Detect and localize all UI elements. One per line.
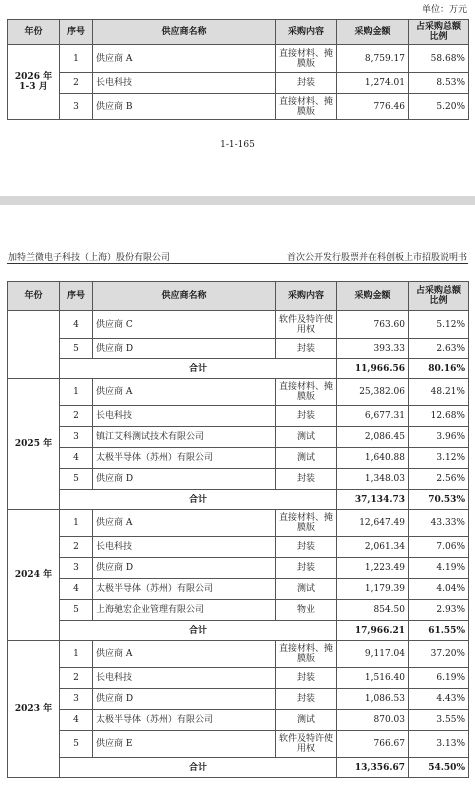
table-row bbox=[8, 558, 469, 579]
purchase-amount: 1,086.53 bbox=[337, 689, 409, 710]
purchase-amount: 6,677.31 bbox=[337, 406, 409, 427]
header-col-year: 年份 bbox=[8, 282, 60, 311]
supplier-name: 上海驰宏企业管理有限公司 bbox=[93, 600, 276, 621]
row-index: 3 bbox=[60, 558, 93, 579]
table-row bbox=[8, 510, 469, 537]
purchase-ratio: 37.20% bbox=[409, 641, 469, 668]
table-row bbox=[8, 406, 469, 427]
bottom-supplier-table bbox=[7, 281, 469, 778]
purchase-ratio: 4.04% bbox=[409, 579, 469, 600]
supplier-name: 长电科技 bbox=[93, 73, 276, 94]
purchase-ratio: 12.68% bbox=[409, 406, 469, 427]
header-col-index: 序号 bbox=[60, 282, 93, 311]
table-row bbox=[8, 311, 469, 339]
purchase-amount: 776.46 bbox=[337, 94, 409, 120]
purchase-content: 测试 bbox=[276, 579, 337, 600]
header-rule bbox=[7, 263, 468, 264]
purchase-ratio: 2.63% bbox=[409, 339, 469, 359]
year-cell-continued bbox=[8, 311, 60, 379]
total-amount: 37,134.73 bbox=[337, 490, 409, 510]
header-col-ratio: 占采购总额比例 bbox=[409, 282, 469, 311]
purchase-amount: 393.33 bbox=[337, 339, 409, 359]
row-index: 2 bbox=[60, 406, 93, 427]
header-col-amount: 采购金额 bbox=[337, 20, 409, 45]
header-col-index: 序号 bbox=[60, 20, 93, 45]
supplier-name: 供应商 A bbox=[93, 45, 276, 73]
row-index: 4 bbox=[60, 579, 93, 600]
year-cell: 2025 年 bbox=[8, 379, 60, 510]
purchase-content: 软件及特许使用权 bbox=[276, 311, 337, 339]
header-col-supplier: 供应商名称 bbox=[93, 282, 276, 311]
total-ratio: 70.53% bbox=[409, 490, 469, 510]
purchase-amount: 870.03 bbox=[337, 710, 409, 731]
purchase-content: 直接材料、掩膜版 bbox=[276, 94, 337, 120]
table-row bbox=[8, 379, 469, 406]
table-row bbox=[8, 710, 469, 731]
purchase-ratio: 5.12% bbox=[409, 311, 469, 339]
total-row bbox=[8, 490, 469, 510]
table-header-row bbox=[8, 282, 469, 311]
purchase-amount: 12,647.49 bbox=[337, 510, 409, 537]
purchase-ratio: 7.06% bbox=[409, 537, 469, 558]
purchase-content: 封装 bbox=[276, 73, 337, 94]
row-index: 3 bbox=[60, 689, 93, 710]
page-separator bbox=[0, 196, 475, 205]
purchase-content: 封装 bbox=[276, 339, 337, 359]
purchase-amount: 2,061.34 bbox=[337, 537, 409, 558]
table-row bbox=[8, 73, 469, 94]
total-amount: 17,966.21 bbox=[337, 621, 409, 641]
purchase-content: 封装 bbox=[276, 469, 337, 490]
table-row bbox=[8, 731, 469, 758]
supplier-name: 供应商 A bbox=[93, 379, 276, 406]
supplier-name: 长电科技 bbox=[93, 668, 276, 689]
purchase-amount: 1,348.03 bbox=[337, 469, 409, 490]
year-cell: 2024 年 bbox=[8, 510, 60, 641]
purchase-amount: 9,117.04 bbox=[337, 641, 409, 668]
row-index: 5 bbox=[60, 731, 93, 758]
total-label: 合计 bbox=[60, 621, 337, 641]
row-index: 5 bbox=[60, 339, 93, 359]
total-label: 合计 bbox=[60, 490, 337, 510]
year-cell: 2023 年 bbox=[8, 641, 60, 778]
purchase-ratio: 3.13% bbox=[409, 731, 469, 758]
purchase-content: 测试 bbox=[276, 710, 337, 731]
purchase-content: 测试 bbox=[276, 427, 337, 448]
purchase-ratio: 3.96% bbox=[409, 427, 469, 448]
purchase-ratio: 3.55% bbox=[409, 710, 469, 731]
row-index: 1 bbox=[60, 45, 93, 73]
table-row bbox=[8, 641, 469, 668]
purchase-ratio: 58.68% bbox=[409, 45, 469, 73]
purchase-ratio: 6.19% bbox=[409, 668, 469, 689]
total-label: 合计 bbox=[60, 758, 337, 778]
purchase-ratio: 43.33% bbox=[409, 510, 469, 537]
purchase-amount: 1,516.40 bbox=[337, 668, 409, 689]
purchase-amount: 1,640.88 bbox=[337, 448, 409, 469]
purchase-amount: 1,179.39 bbox=[337, 579, 409, 600]
purchase-ratio: 4.43% bbox=[409, 689, 469, 710]
row-index: 4 bbox=[60, 710, 93, 731]
purchase-amount: 2,086.45 bbox=[337, 427, 409, 448]
row-index: 1 bbox=[60, 379, 93, 406]
purchase-amount: 854.50 bbox=[337, 600, 409, 621]
purchase-amount: 763.60 bbox=[337, 311, 409, 339]
row-index: 3 bbox=[60, 94, 93, 120]
total-ratio: 54.50% bbox=[409, 758, 469, 778]
supplier-name: 供应商 D bbox=[93, 558, 276, 579]
purchase-content: 软件及特许使用权 bbox=[276, 731, 337, 758]
header-col-content: 采购内容 bbox=[276, 20, 337, 45]
total-ratio: 61.55% bbox=[409, 621, 469, 641]
supplier-name: 长电科技 bbox=[93, 406, 276, 427]
total-amount: 13,356.67 bbox=[337, 758, 409, 778]
row-index: 2 bbox=[60, 537, 93, 558]
purchase-content: 直接材料、掩膜版 bbox=[276, 641, 337, 668]
page-number: 1-1-165 bbox=[220, 140, 255, 150]
supplier-name: 供应商 C bbox=[93, 311, 276, 339]
row-index: 2 bbox=[60, 668, 93, 689]
supplier-name: 供应商 A bbox=[93, 510, 276, 537]
supplier-name: 供应商 D bbox=[93, 689, 276, 710]
header-col-supplier: 供应商名称 bbox=[93, 20, 276, 45]
total-row bbox=[8, 621, 469, 641]
purchase-ratio: 2.56% bbox=[409, 469, 469, 490]
purchase-content: 直接材料、掩膜版 bbox=[276, 510, 337, 537]
purchase-ratio: 3.12% bbox=[409, 448, 469, 469]
row-index: 1 bbox=[60, 510, 93, 537]
supplier-name: 太极半导体（苏州）有限公司 bbox=[93, 710, 276, 731]
purchase-content: 封装 bbox=[276, 406, 337, 427]
total-row bbox=[8, 359, 469, 379]
table-row bbox=[8, 668, 469, 689]
purchase-content: 测试 bbox=[276, 448, 337, 469]
supplier-name: 镇江艾科测试技术有限公司 bbox=[93, 427, 276, 448]
purchase-amount: 25,382.06 bbox=[337, 379, 409, 406]
unit-label: 单位：万元 bbox=[421, 5, 467, 15]
table-row bbox=[8, 469, 469, 490]
supplier-name: 太极半导体（苏州）有限公司 bbox=[93, 579, 276, 600]
table-row bbox=[8, 600, 469, 621]
header-col-content: 采购内容 bbox=[276, 282, 337, 311]
running-header-document: 首次公开发行股票并在科创板上市招股说明书 bbox=[286, 253, 467, 263]
total-row bbox=[8, 758, 469, 778]
purchase-content: 封装 bbox=[276, 668, 337, 689]
row-index: 3 bbox=[60, 427, 93, 448]
supplier-name: 供应商 A bbox=[93, 641, 276, 668]
table-header-row bbox=[8, 20, 469, 45]
purchase-content: 封装 bbox=[276, 689, 337, 710]
table-row bbox=[8, 427, 469, 448]
table-row bbox=[8, 689, 469, 710]
supplier-name: 供应商 D bbox=[93, 339, 276, 359]
purchase-amount: 766.67 bbox=[337, 731, 409, 758]
purchase-amount: 1,223.49 bbox=[337, 558, 409, 579]
running-header-company: 加特兰微电子科技（上海）股份有限公司 bbox=[8, 253, 171, 263]
row-index: 2 bbox=[60, 73, 93, 94]
purchase-amount: 1,274.01 bbox=[337, 73, 409, 94]
table-row bbox=[8, 579, 469, 600]
row-index: 4 bbox=[60, 311, 93, 339]
table-row bbox=[8, 537, 469, 558]
supplier-name: 长电科技 bbox=[93, 537, 276, 558]
row-index: 1 bbox=[60, 641, 93, 668]
row-index: 4 bbox=[60, 448, 93, 469]
supplier-name: 太极半导体（苏州）有限公司 bbox=[93, 448, 276, 469]
top-supplier-table bbox=[7, 19, 469, 120]
row-index: 5 bbox=[60, 469, 93, 490]
purchase-ratio: 48.21% bbox=[409, 379, 469, 406]
purchase-content: 封装 bbox=[276, 558, 337, 579]
purchase-content: 物业 bbox=[276, 600, 337, 621]
purchase-content: 直接材料、掩膜版 bbox=[276, 45, 337, 73]
year-cell: 2026 年 1-3 月 bbox=[8, 45, 60, 120]
supplier-name: 供应商 B bbox=[93, 94, 276, 120]
table-row bbox=[8, 448, 469, 469]
table-row bbox=[8, 339, 469, 359]
purchase-content: 封装 bbox=[276, 537, 337, 558]
total-label: 合计 bbox=[60, 359, 337, 379]
purchase-ratio: 5.20% bbox=[409, 94, 469, 120]
purchase-ratio: 8.53% bbox=[409, 73, 469, 94]
header-col-year: 年份 bbox=[8, 20, 60, 45]
table-row bbox=[8, 94, 469, 120]
header-col-ratio: 占采购总额比例 bbox=[409, 20, 469, 45]
supplier-name: 供应商 E bbox=[93, 731, 276, 758]
total-ratio: 80.16% bbox=[409, 359, 469, 379]
purchase-ratio: 4.19% bbox=[409, 558, 469, 579]
purchase-ratio: 2.93% bbox=[409, 600, 469, 621]
purchase-content: 直接材料、掩膜版 bbox=[276, 379, 337, 406]
supplier-name: 供应商 D bbox=[93, 469, 276, 490]
table-row bbox=[8, 45, 469, 73]
total-amount: 11,966.56 bbox=[337, 359, 409, 379]
row-index: 5 bbox=[60, 600, 93, 621]
purchase-amount: 8,759.17 bbox=[337, 45, 409, 73]
header-col-amount: 采购金额 bbox=[337, 282, 409, 311]
